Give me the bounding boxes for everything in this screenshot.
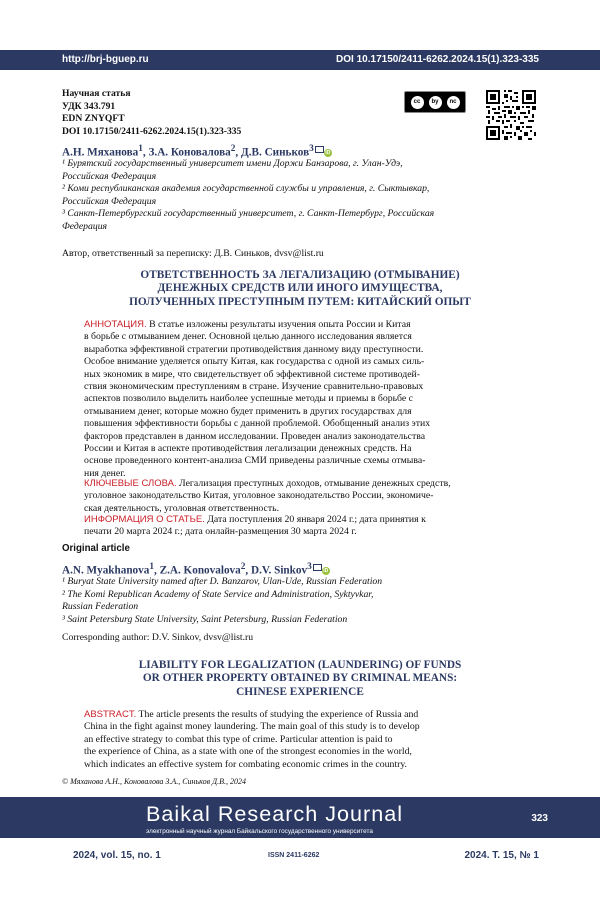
info-label: ИНФОРМАЦИЯ О СТАТЬЕ. xyxy=(84,514,205,525)
separator: , xyxy=(154,564,160,577)
abstract-line: в борьбе с отмыванием денег. Основной целью данного исследования является xyxy=(84,331,412,343)
udk: УДК 343.791 xyxy=(62,100,116,112)
affil-mark: 3 xyxy=(309,144,314,154)
meta-doi: DOI 10.17150/2411-6262.2024.15(1).323-335 xyxy=(62,125,242,137)
affiliation-line: ¹ Buryat State University named after D. Banzarov, Ulan-Ude, Russian Federation xyxy=(62,576,383,587)
keywords-label: КЛЮЧЕВЫЕ СЛОВА. xyxy=(84,478,177,489)
affiliation-line: Федерация xyxy=(62,220,108,232)
email-icon[interactable] xyxy=(315,146,324,153)
en-abstract xyxy=(84,709,538,771)
title-line: OR OTHER PROPERTY OBTAINED BY CRIMINAL MEANS: xyxy=(142,672,458,685)
cc-icon: cc xyxy=(411,96,424,109)
abstract-line: отмыванием денег, которые можно будет применить в других государствах для xyxy=(84,405,412,417)
affiliation-line: ³ Санкт-Петербургский государственный университет, г. Санкт-Петербург, Российская xyxy=(62,208,435,219)
author-name: D.V. Sinkov xyxy=(251,564,308,577)
affiliation-line: ² Коми республиканская академия государственной службы и управления, г. Сыктывкар, xyxy=(62,183,430,194)
keywords-line: Легализация преступных доходов, отмывание денежных средств, xyxy=(176,478,451,489)
author-name: А.Н. Мяханова xyxy=(62,146,139,159)
abstract-line: аспектов позволило выделить наиболее успешные методы и приемы в борьбе с xyxy=(84,393,413,405)
keywords-line: уголовное законодательство Китая, уголовное законодательство России, экономиче- xyxy=(84,490,434,502)
title-line: LIABILITY FOR LEGALIZATION (LAUNDERING) OF FUNDS xyxy=(138,659,462,671)
volume-en: 2024, vol. 15, no. 1 xyxy=(73,850,161,861)
separator: , xyxy=(142,146,149,159)
affiliation-line: Российская Федерация xyxy=(62,195,157,207)
abstract-line: ствия экономическим преступлениям в стране. Изучение сравнительно-правовых xyxy=(84,381,424,393)
author-name: Z.A. Konovalova xyxy=(159,564,241,577)
cc-license-badge[interactable] xyxy=(404,91,466,113)
en-affiliations xyxy=(62,576,538,626)
title-line: CHINESE EXPERIENCE xyxy=(236,685,364,698)
affil-mark: 2 xyxy=(240,562,246,572)
author-name: З.А. Коновалова xyxy=(148,146,231,159)
top-header-bar xyxy=(0,50,600,70)
journal-name: Baikal Research Journal xyxy=(146,801,404,826)
affiliation-line: ² The Komi Republican Academy of State Service and Administration, Syktyvkar, xyxy=(62,588,374,600)
affiliation-line: ¹ Бурятский государственный университет имени Доржи Банзарова, г. Улан-Удэ, xyxy=(62,158,403,169)
keywords-line: ская деятельность, уголовная ответственность. xyxy=(84,502,280,514)
info-line: печати 20 марта 2024 г.; дата онлайн-размещения 30 марта 2024 г. xyxy=(84,526,357,538)
affil-mark: 1 xyxy=(138,144,143,154)
abstract-label: ABSTRACT. xyxy=(84,709,137,720)
ru-corresponding-author: Автор, ответственный за переписку: Д.В. Синьков, dvsv@list.ru xyxy=(62,248,324,259)
affiliation-line: ³ Saint Petersburg State University, Saint Petersburg, Russian Federation xyxy=(62,613,348,625)
abstract-line: an effective strategy to combat this type of crime. Particular attention is paid to xyxy=(84,733,393,745)
abstract-line: повышения эффективности борьбы с данной проблемой. Обобщенный анализ этих xyxy=(84,418,431,430)
nc-icon: nc xyxy=(447,96,460,109)
affil-mark: 2 xyxy=(230,144,236,154)
email-icon[interactable] xyxy=(313,564,322,571)
info-line: Дата поступления 20 января 2024 г.; дата принятия к xyxy=(204,514,426,525)
abstract-label: АННОТАЦИЯ. xyxy=(84,319,147,330)
abstract-line: выработка эффективной стратегии противодействия данному виду преступности. xyxy=(84,343,424,355)
affiliation-line: Russian Federation xyxy=(62,601,139,612)
affil-mark: 3 xyxy=(307,562,312,572)
ru-authors xyxy=(62,144,332,159)
ru-title xyxy=(62,269,538,309)
by-icon: by xyxy=(429,96,442,109)
abstract-line: which indicates an effective system for combating economic crimes in the country. xyxy=(84,758,407,770)
author-name: A.N. Myakhanova xyxy=(62,564,150,577)
copyright: © Мяханова А.Н., Коновалова З.А., Синьков Д.В., 2024 xyxy=(62,777,247,786)
orcid-icon[interactable]: iD xyxy=(325,149,331,156)
page-number: 323 xyxy=(531,813,548,824)
qr-code-icon xyxy=(486,90,536,140)
ru-article-info xyxy=(84,514,538,539)
affil-mark: 1 xyxy=(149,562,155,572)
abstract-line: основе проведенного контент-анализа СМИ приведены различные схемы отмыва- xyxy=(84,455,426,467)
journal-footer-banner xyxy=(0,797,600,838)
abstract-line: России и Китая в аспекте противодействия легализации денежных средств. На xyxy=(84,443,412,455)
journal-url[interactable]: http://brj-bguep.ru xyxy=(62,54,149,65)
affiliation-line: Российская Федерация xyxy=(62,170,157,182)
en-title xyxy=(62,659,538,699)
abstract-line: Особое внимание уделяется опыту Китая, как государства с одной из самых силь- xyxy=(84,356,425,368)
abstract-line: ния денег. xyxy=(84,467,126,479)
edn: EDN ZNYQFT xyxy=(62,113,125,125)
ru-keywords xyxy=(84,478,538,515)
abstract-line: The article presents the results of studying the experience of Russia and xyxy=(136,709,419,720)
abstract-line: China in the fight against money laundering. The main goal of this study is to develop xyxy=(84,721,420,733)
ru-abstract xyxy=(84,319,538,480)
article-meta xyxy=(62,88,241,138)
article-type: Научная статья xyxy=(62,88,131,99)
abstract-line: В статье изложены результаты изучения опыта России и Китая xyxy=(146,319,411,330)
journal-subtitle: электронный научный журнал Байкальского государственного университета xyxy=(146,828,373,835)
issn: ISSN 2411-6262 xyxy=(268,852,320,859)
orcid-icon[interactable]: iD xyxy=(323,567,329,574)
title-line: ДЕНЕЖНЫХ СРЕДСТВ ИЛИ ИНОГО ИМУЩЕСТВА, xyxy=(157,282,443,295)
en-authors xyxy=(62,562,330,577)
title-line: ОТВЕТСТВЕННОСТЬ ЗА ЛЕГАЛИЗАЦИЮ (ОТМЫВАНИЕ) xyxy=(140,269,460,281)
abstract-line: the experience of China, as a state with one of the strongest economies in the world, xyxy=(84,746,412,758)
en-corresponding-author: Corresponding author: D.V. Sinkov, dvsv@list.ru xyxy=(62,632,254,643)
author-name: Д.В. Синьков xyxy=(241,146,310,159)
bottom-issue-bar xyxy=(0,846,600,866)
title-line: ПОЛУЧЕННЫХ ПРЕСТУПНЫМ ПУТЕМ: КИТАЙСКИЙ ОПЫТ xyxy=(129,295,471,308)
separator: , xyxy=(235,146,242,159)
original-article-label: Original article xyxy=(62,543,130,554)
abstract-line: ных экономик в мире, что свидетельствует об эффективной системе противодей- xyxy=(84,368,421,380)
ru-affiliations xyxy=(62,158,538,233)
abstract-line: факторов представлен в данном исследовании. Проведен анализ законодательства xyxy=(84,430,426,442)
header-doi: DOI 10.17150/2411-6262.2024.15(1).323-335 xyxy=(336,54,539,65)
volume-ru: 2024. Т. 15, № 1 xyxy=(464,850,539,861)
separator: , xyxy=(245,564,251,577)
